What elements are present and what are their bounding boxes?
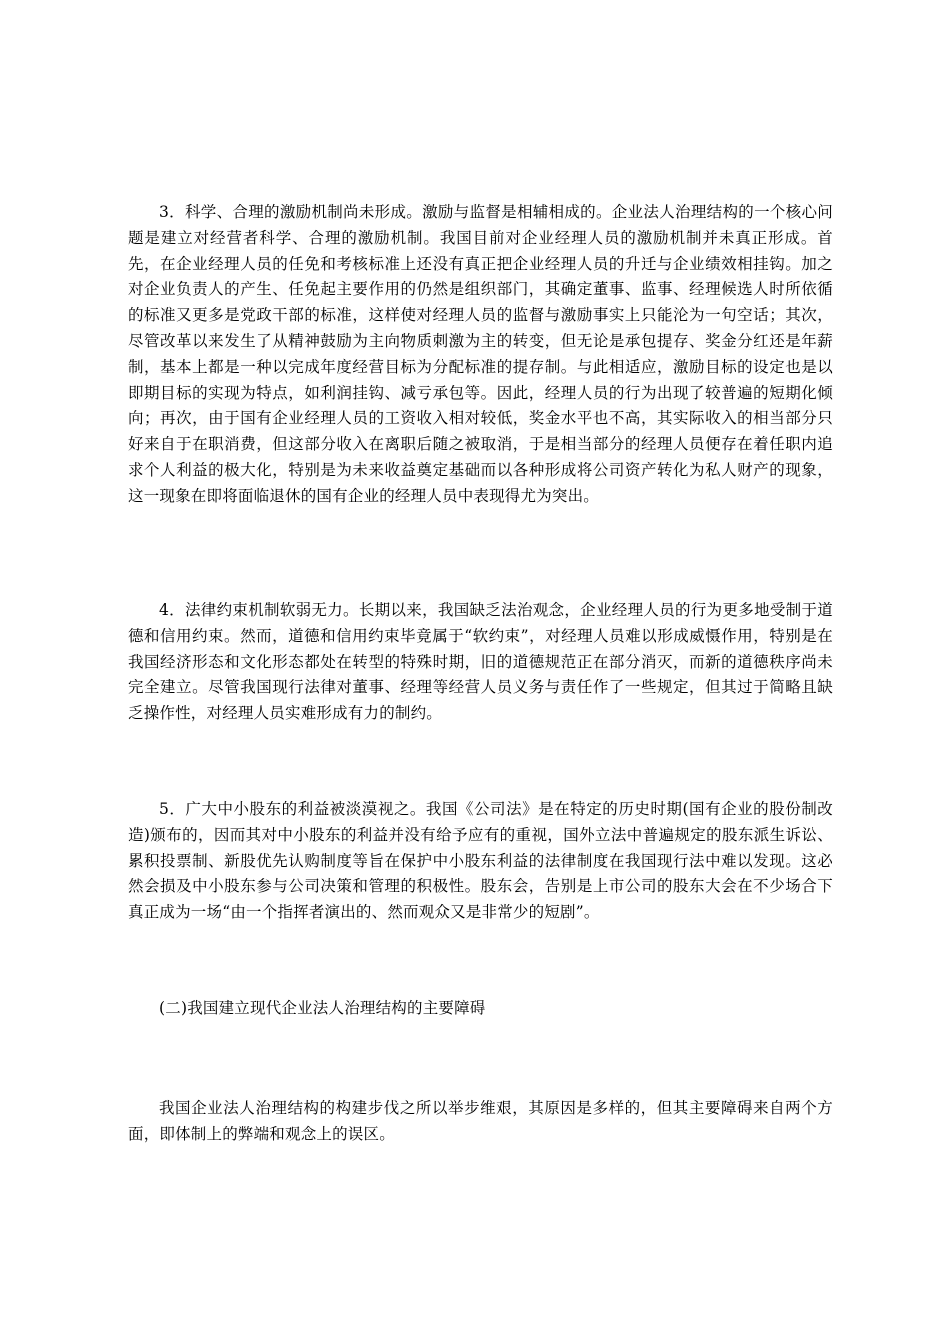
section-heading-main-obstacles: (二)我国建立现代企业法人治理结构的主要障碍 bbox=[159, 999, 486, 1017]
paragraph-minority-shareholders: 5．广大中小股东的利益被淡漠视之。我国《公司法》是在特定的历史时期(国有企业的股份制改造)颁布的，因而其对中小股东的利益并没有给予应有的重视，国外立法中普遍规定的股东派生诉讼、累积投票制、新股优先认购制度等旨在保护中小股东利益的法律制度在我国现行法中难以发现。这必然会损及中小股东参与公司决策和管理的积极性。股东会，告别是上市公司的股东大会在不少场合下真正成为一场“由一个指挥者演出的、然而观众又是非常少的短剧”。 bbox=[128, 800, 833, 922]
paragraph-obstacles-intro: 我国企业法人治理结构的构建步伐之所以举步维艰，其原因是多样的，但其主要障碍来自两个方面，即体制上的弊端和观念上的误区。 bbox=[128, 1099, 833, 1143]
paragraph-incentive-mechanism: 3．科学、合理的激励机制尚未形成。激励与监督是相辅相成的。企业法人治理结构的一个核心问题是建立对经营者科学、合理的激励机制。我国目前对企业经理人员的激励机制并未真正形成。首先，在企业经理人员的任免和考核标准上还没有真正把企业经理人员的升迁与企业绩效相挂钩。加之对企业负责人的产生、任免起主要作用的仍然是组织部门，其确定董事、监事、经理候选人时所依循的标准又更多是党政干部的标准，这样使对经理人员的监督与激励事实上只能沦为一句空话；其次，尽管改革以来发生了从精神鼓励为主向物质刺激为主的转变，但无论是承包提存、奖金分红还是年薪制，基本上都是一种以完成年度经营目标为分配标准的提存制。与此相适应，激励目标的设定也是以即期目标的实现为特点，如利润挂钩、减亏承包等。因此，经理人员的行为出现了较普遍的短期化倾向；再次，由于国有企业经理人员的工资收入相对较低，奖金水平也不高，其实际收入的相当部分只好来自于在职消费，但这部分收入在离职后随之被取消，于是相当部分的经理人员便存在着任职内追求个人利益的极大化，特别是为未来收益奠定基础而以各种形成将公司资产转化为私人财产的现象，这一现象在即将面临退休的国有企业的经理人员中表现得尤为突出。 bbox=[128, 203, 833, 505]
paragraph-legal-constraint: 4．法律约束机制软弱无力。长期以来，我国缺乏法治观念，企业经理人员的行为更多地受制于道德和信用约束。然而，道德和信用约束毕竟属于“软约束”，对经理人员难以形成威慑作用，特别是在我国经济形态和文化形态都处在转型的特殊时期，旧的道德规范正在部分消灭，而新的道德秩序尚未完全建立。尽管我国现行法律对董事、经理等经营人员义务与责任作了一些规定，但其过于简略且缺乏操作性，对经理人员实难形成有力的制约。 bbox=[128, 601, 833, 723]
